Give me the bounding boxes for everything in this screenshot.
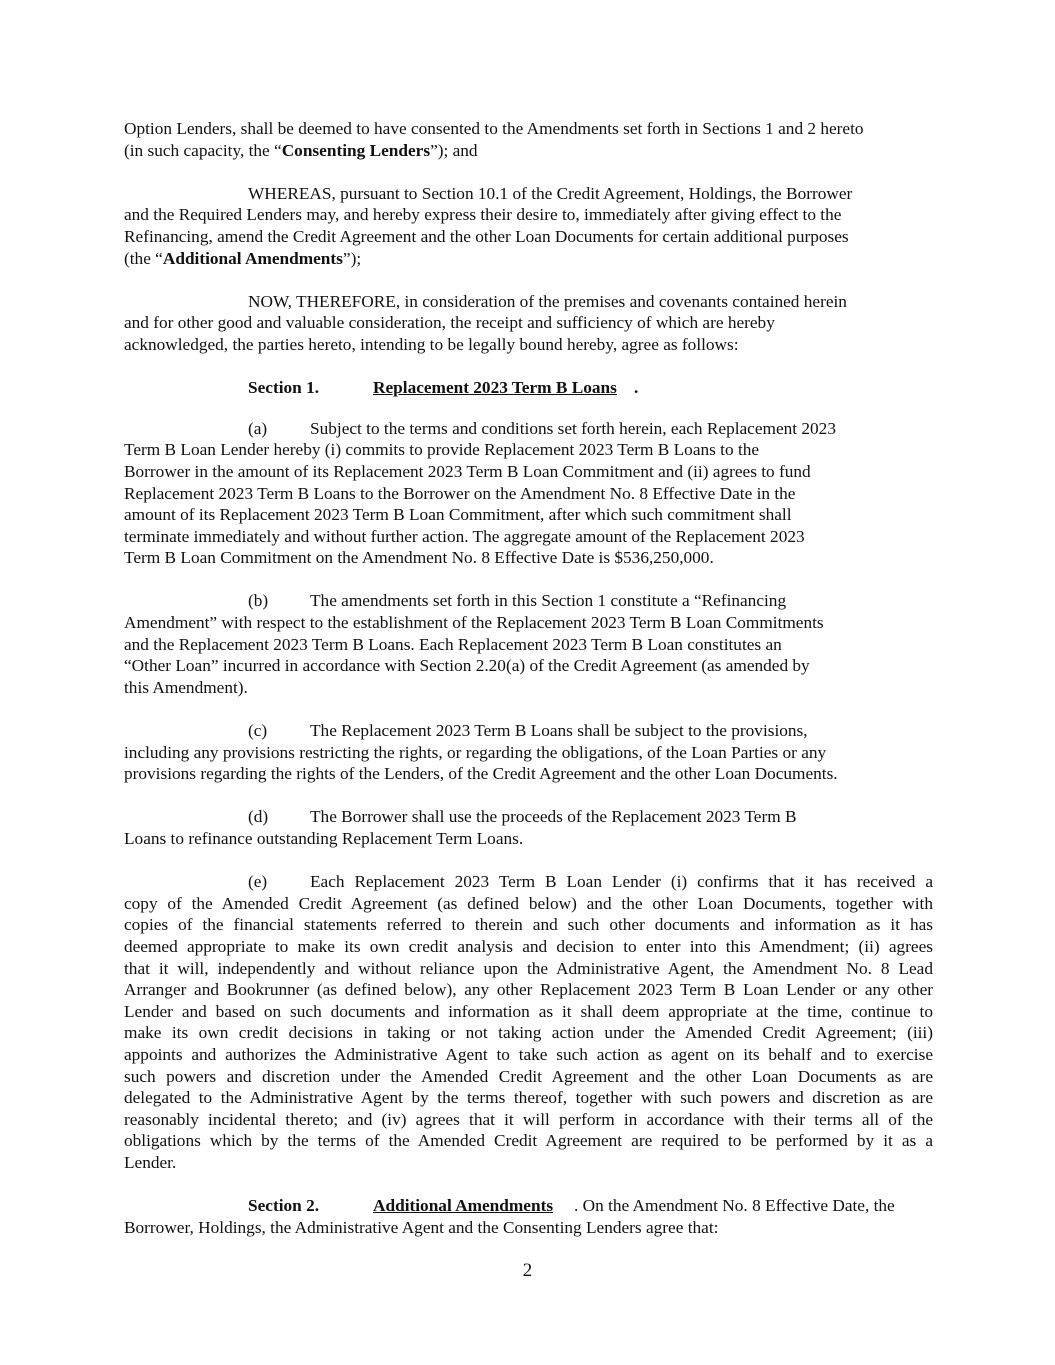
- text-line: Loans to refinance outstanding Replacement Term Loans.: [124, 829, 524, 848]
- paragraph-label: (c): [248, 721, 268, 741]
- defined-term-consenting-lenders: Consenting Lenders: [281, 140, 431, 160]
- paragraph-label: (d): [248, 807, 269, 827]
- text-line: this Amendment).: [124, 677, 248, 697]
- text-line: make its own credit decisions in taking or not taking action under the Amended Credit Agreement; (iii): [124, 1023, 933, 1043]
- paragraph-label: (e): [248, 872, 268, 892]
- text-span: Subject to the terms and conditions set forth herein, each Replacement 2023: [310, 418, 836, 438]
- text-line: [124, 871, 933, 893]
- page-number: 2: [522, 1260, 533, 1281]
- text-span: (the “: [124, 248, 163, 268]
- text-line: copy of the Amended Credit Agreement (as defined below) and the other Loan Documents, together with: [124, 893, 933, 913]
- paragraph-d: [124, 806, 933, 849]
- paragraph-a: [124, 418, 933, 569]
- text-span: The Borrower shall use the proceeds of the Replacement 2023 Term B: [310, 807, 797, 827]
- text-line: obligations which by the terms of the Amended Credit Agreement are required to be performed by it as a: [124, 1131, 933, 1151]
- whereas-paragraph: [124, 183, 933, 269]
- text-line: Lender.: [124, 1152, 177, 1172]
- text-line: Borrower in the amount of its Replacement 2023 Term B Loan Commitment and (ii) agrees to fund: [124, 461, 811, 481]
- paragraph-c: [124, 720, 933, 785]
- paragraph-label: (b): [248, 591, 269, 611]
- text-line: Arranger and Bookrunner (as defined below), any other Replacement 2023 Term B Loan Lender or any other: [124, 980, 933, 1000]
- text-line: that it will, independently and without reliance upon the Administrative Agent, the Amendment No. 8 Lead: [124, 958, 933, 978]
- section-2-heading: [124, 1195, 933, 1217]
- text-span: ”); and: [430, 140, 478, 160]
- text-line: Replacement 2023 Term B Loans to the Borrower on the Amendment No. 8 Effective Date in the: [124, 483, 796, 503]
- paragraph-label: (a): [248, 418, 268, 438]
- text-line: amount of its Replacement 2023 Term B Loan Commitment, after which such commitment shall: [124, 505, 792, 525]
- text-line: Term B Loan Commitment on the Amendment No. 8 Effective Date is $536,250,000.: [124, 548, 714, 568]
- text-line: appoints and authorizes the Administrative Agent to take such action as agent on its behalf and to exercise: [124, 1044, 933, 1064]
- intro-paragraph: [124, 118, 933, 161]
- text-line: Amendment” with respect to the establishment of the Replacement 2023 Term B Loan Commitments: [124, 613, 824, 633]
- document-body: [124, 118, 933, 1238]
- section-1-label: Section 1.: [248, 378, 320, 398]
- text-line: and for other good and valuable consideration, the receipt and sufficiency of which are hereby: [124, 313, 775, 333]
- paragraph-b: [124, 590, 933, 698]
- defined-term-additional-amendments: Additional Amendments: [162, 248, 343, 268]
- text-line: [124, 248, 933, 270]
- text-line: “Other Loan” incurred in accordance with Section 2.20(a) of the Credit Agreement (as amended by: [124, 656, 810, 676]
- section-1-heading: [124, 377, 933, 399]
- text-line: provisions regarding the rights of the Lenders, of the Credit Agreement and the other Loan Documents.: [124, 764, 838, 784]
- text-line: copies of the financial statements referred to therein and such other documents and information as it has: [124, 915, 933, 935]
- text-line: including any provisions restricting the rights, or regarding the obligations, of the Loan Parties or any: [124, 742, 827, 762]
- text-line: and the Required Lenders may, and hereby express their desire to, immediately after giving effect to the: [124, 205, 842, 225]
- section-2-title: Additional Amendments: [373, 1196, 554, 1216]
- text-line: [124, 806, 933, 828]
- text-line: Option Lenders, shall be deemed to have consented to the Amendments set forth in Sections 1 and 2 hereto: [124, 119, 864, 138]
- text-span: (in such capacity, the “: [124, 140, 282, 160]
- text-line: Lender and based on such documents and information as it shall deem appropriate at the time, continue to: [124, 1001, 933, 1021]
- text-span: The Replacement 2023 Term B Loans shall be subject to the provisions,: [310, 721, 808, 741]
- text-line: reasonably incidental thereto; and (iv) agrees that it will perform in accordance with their terms all of the: [124, 1109, 933, 1129]
- text-line: and the Replacement 2023 Term B Loans. Each Replacement 2023 Term B Loan constitutes an: [124, 634, 782, 654]
- text-span: ”);: [342, 248, 362, 268]
- text-line: [124, 418, 933, 440]
- text-line: [124, 590, 933, 612]
- section-1-title-end: .: [634, 378, 639, 398]
- section-1-title: Replacement 2023 Term B Loans: [373, 378, 617, 398]
- text-line: WHEREAS, pursuant to Section 10.1 of the Credit Agreement, Holdings, the Borrower: [248, 183, 853, 203]
- text-line: deemed appropriate to make its own credit analysis and decision to enter into this Amendment; (ii) agrees: [124, 936, 933, 956]
- text-line: Refinancing, amend the Credit Agreement and the other Loan Documents for certain additional purposes: [124, 226, 849, 246]
- paragraph-e: [124, 871, 933, 1173]
- now-therefore-paragraph: [124, 291, 933, 356]
- text-line: Term B Loan Lender hereby (i) commits to provide Replacement 2023 Term B Loans to the: [124, 440, 760, 460]
- text-span: The amendments set forth in this Section 1 constitute a “Refinancing: [310, 591, 787, 611]
- text-line: terminate immediately and without further action. The aggregate amount of the Replacement 2023: [124, 526, 805, 546]
- section-2-text: . On the Amendment No. 8 Effective Date, the: [574, 1196, 895, 1216]
- text-line: Borrower, Holdings, the Administrative Agent and the Consenting Lenders agree that:: [124, 1217, 719, 1237]
- text-line: acknowledged, the parties hereto, intending to be legally bound hereby, agree as follows:: [124, 334, 739, 354]
- text-line: such powers and discretion under the Amended Credit Agreement and the other Loan Documents as are: [124, 1066, 933, 1086]
- text-line: [124, 140, 933, 162]
- text-line: delegated to the Administrative Agent by the terms thereof, together with such powers and discretion as are: [124, 1088, 933, 1108]
- text-span: Each Replacement 2023 Term B Loan Lender (i) confirms that it has received a: [310, 872, 933, 892]
- text-line: [124, 720, 933, 742]
- section-2-label: Section 2.: [248, 1196, 320, 1216]
- text-line: NOW, THEREFORE, in consideration of the premises and covenants contained herein: [248, 291, 847, 311]
